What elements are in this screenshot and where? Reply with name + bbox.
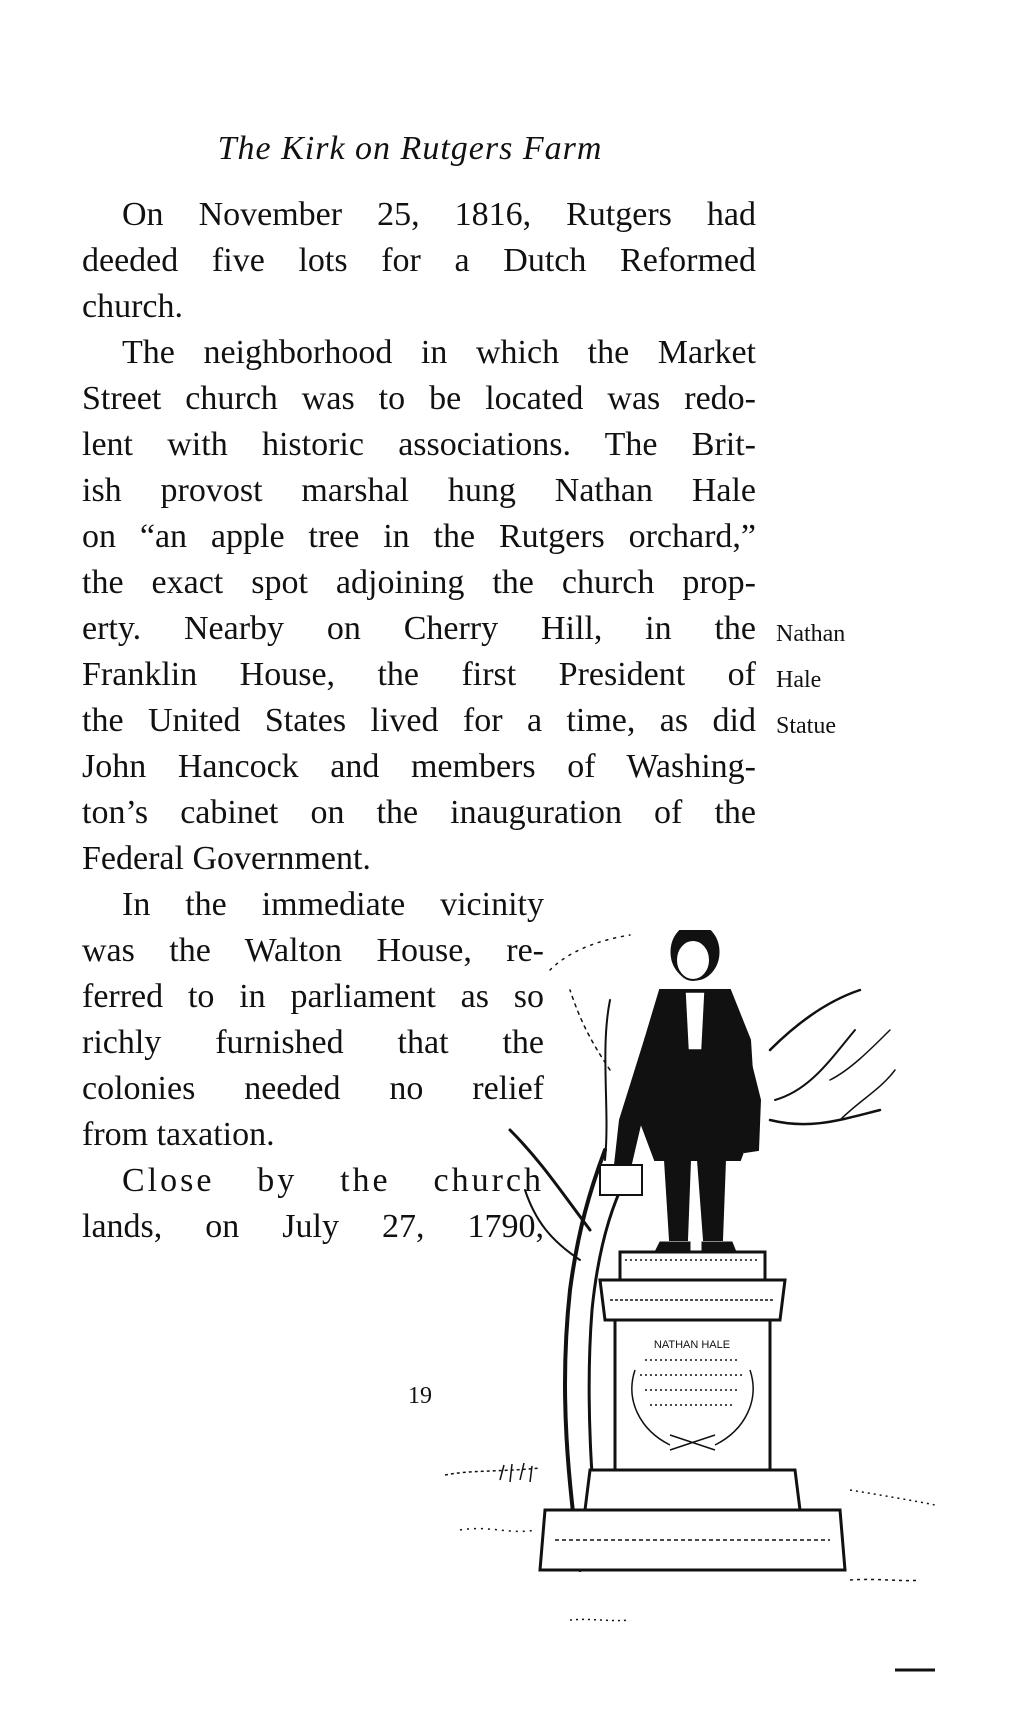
text-line: from taxation. — [82, 1116, 275, 1153]
nathan-hale-statue-illustration — [440, 930, 940, 1690]
text-line: erty. Nearby on Cherry Hill, in the — [82, 610, 756, 647]
text-line: ish provost marshal hung Nathan Hale — [82, 472, 756, 509]
text-line: on “an apple tree in the Rutgers orchard,” — [82, 518, 756, 555]
text-line: colonies needed no relief — [82, 1070, 544, 1107]
text-line: ferred to in parliament as so — [82, 978, 544, 1015]
text-line: Street church was to be located was redo- — [82, 380, 756, 417]
text-line: On November 25, 1816, Rutgers had — [122, 196, 756, 233]
text-line: Franklin House, the first President of — [82, 656, 756, 693]
sidenote-line: Statue — [776, 713, 836, 739]
text-line: richly furnished that the — [82, 1024, 544, 1061]
text-line: was the Walton House, re- — [82, 932, 544, 969]
text-line: The neighborhood in which the Market — [122, 334, 756, 371]
text-line: deeded five lots for a Dutch Reformed — [82, 242, 756, 279]
text-line: Federal Government. — [82, 840, 371, 877]
sidenote-line: Hale — [776, 667, 822, 693]
running-head: The Kirk on Rutgers Farm — [217, 130, 603, 167]
text-line: lent with historic associations. The Brit- — [82, 426, 756, 463]
text-line: John Hancock and members of Washing- — [82, 748, 756, 785]
text-line: Close by the church — [122, 1162, 544, 1199]
text-line: church. — [82, 288, 184, 325]
page-number: 19 — [408, 1383, 432, 1409]
text-line: the exact spot adjoining the church prop- — [82, 564, 756, 601]
text-line: In the immediate vicinity — [122, 886, 544, 923]
text-line: ton’s cabinet on the inauguration of the — [82, 794, 756, 831]
text-line: the United States lived for a time, as did — [82, 702, 756, 739]
pedestal-inscription: NATHAN HALE — [653, 1339, 731, 1351]
text-line: lands, on July 27, 1790, — [82, 1208, 544, 1245]
sidenote-line: Nathan — [776, 621, 846, 647]
